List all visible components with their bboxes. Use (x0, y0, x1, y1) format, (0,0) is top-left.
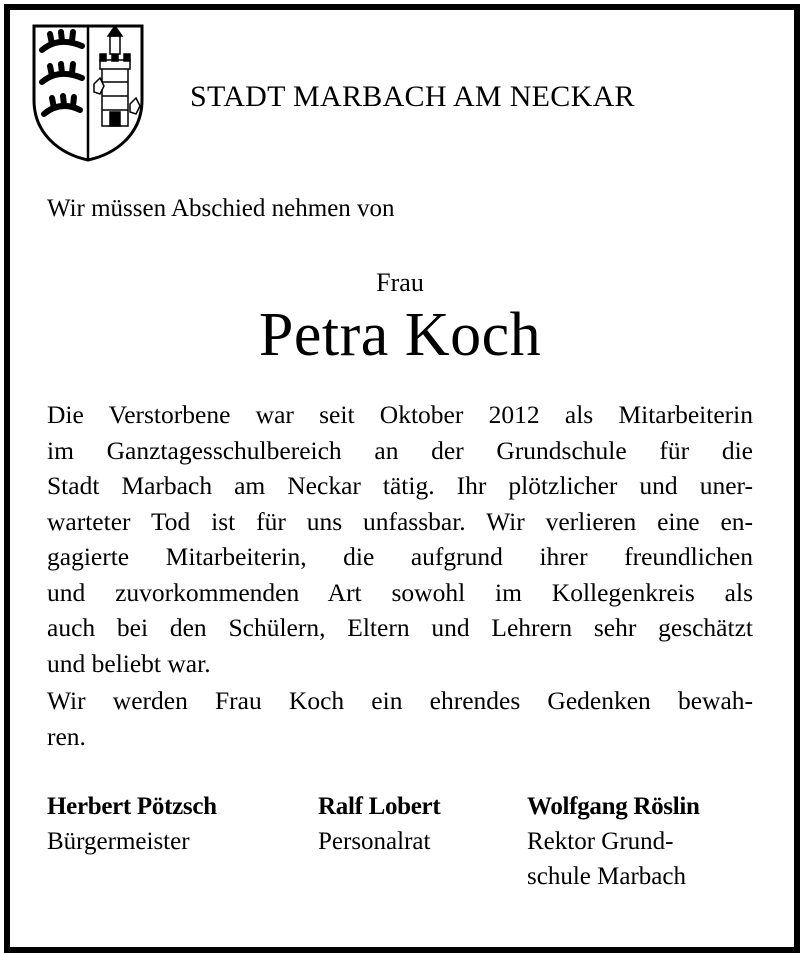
text-line: gagierte Mitarbeiterin, die aufgrund ihrer freundlichen (47, 542, 753, 571)
signature-principal (527, 789, 700, 894)
intro-line: Wir müssen Abschied nehmen von (47, 195, 395, 222)
text-line: Die Verstorbene war seit Oktober 2012 als Mitarbeiterin (47, 400, 753, 429)
text-line: Stadt Marbach am Neckar tätig. Ihr plötzlicher und uner- (47, 471, 753, 500)
signatory-role: Personalrat (318, 828, 431, 855)
signatory-role: Bürgermeister (47, 828, 190, 855)
obituary-paragraph (47, 397, 753, 681)
signatory-name: Herbert Pötzsch (47, 793, 217, 820)
text-line: auch bei den Schülern, Eltern und Lehrern sehr geschätzt (47, 613, 753, 642)
signatory-role: schule Marbach (527, 863, 686, 890)
signature-staff-council (318, 789, 440, 859)
text-line: warteter Tod ist für uns unfassbar. Wir verlieren eine en- (47, 506, 753, 536)
signatory-name: Ralf Lobert (318, 793, 441, 820)
signatory-role: Rektor Grund- (527, 828, 674, 855)
text-line: und zuvorkommenden Art sowohl im Kollegenkreis als (47, 577, 753, 607)
text-line: und beliebt war. (47, 648, 211, 678)
text-line: Wir werden Frau Koch ein ehrendes Gedenken bewah- (47, 686, 753, 715)
signatory-name: Wolfgang Röslin (527, 793, 700, 820)
city-name: STADT MARBACH AM NECKAR (190, 80, 635, 113)
text-line: ren. (47, 721, 86, 751)
remembrance-paragraph (47, 683, 753, 754)
deceased-name: Petra Koch (258, 301, 542, 369)
salutation: Frau (376, 268, 424, 297)
coat-of-arms-icon (30, 22, 146, 162)
signature-mayor (47, 789, 217, 859)
text-line: im Ganztagesschulbereich an der Grundschule für die (47, 435, 753, 465)
